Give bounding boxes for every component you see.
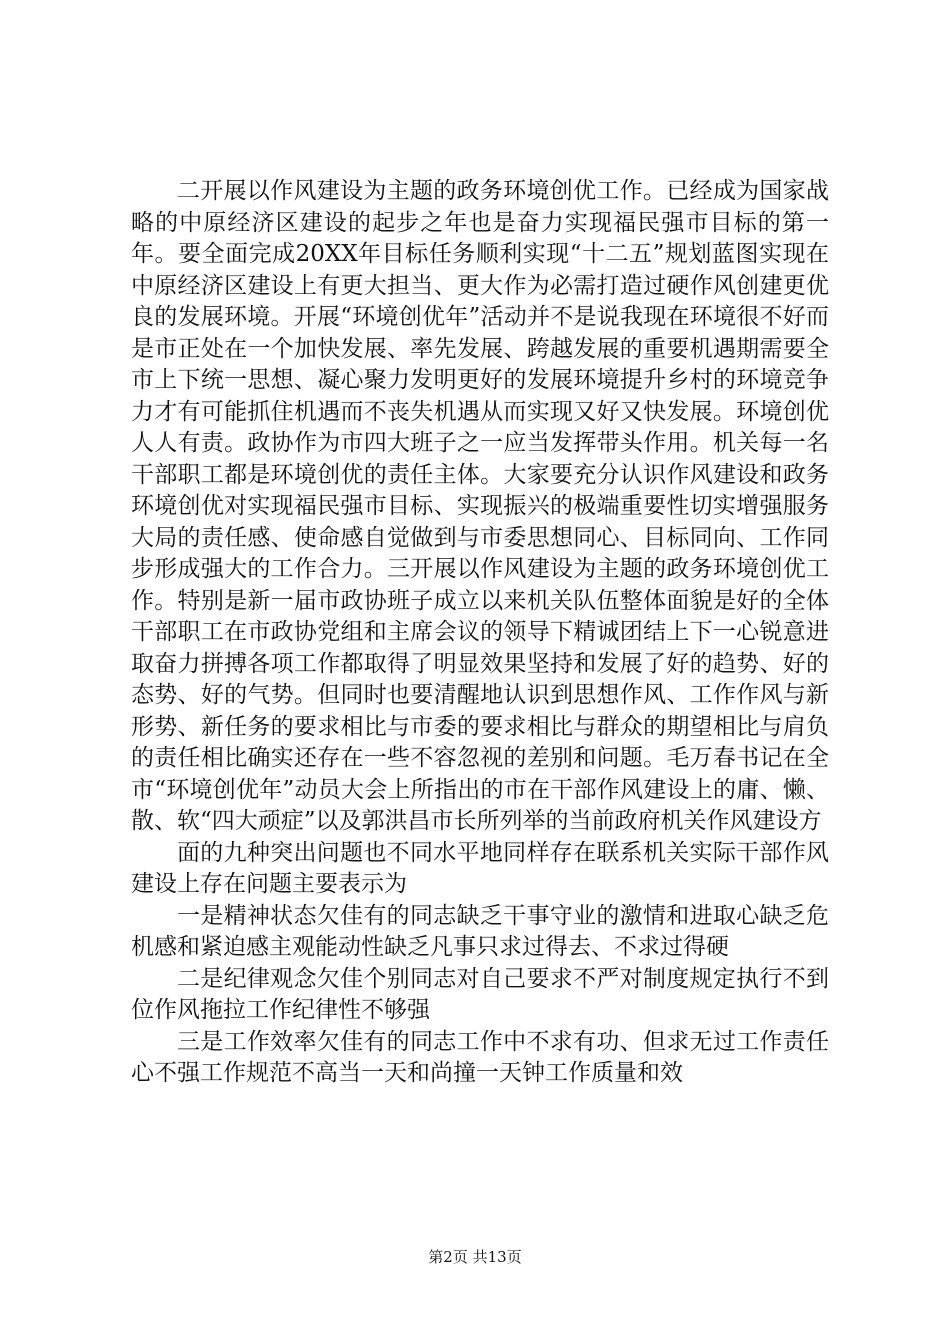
paragraph-3: 一是精神状态欠佳有的同志缺乏干事守业的激情和进取心缺乏危机感和紧迫感主观能动性缺乏凡事只求过得去、不求过得硬: [131, 902, 829, 960]
page-number-footer: 第2页 共13页: [428, 1248, 522, 1266]
paragraph-2: 面的九种突出问题也不同水平地同样存在联系机关实际干部作风建设上存在问题主要表示为: [131, 839, 829, 897]
paragraph-4: 二是纪律观念欠佳个别同志对自己要求不严对制度规定执行不到位作风拖拉工作纪律性不够强: [131, 965, 829, 1023]
paragraph-5: 三是工作效率欠佳有的同志工作中不求有功、但求无过工作责任心不强工作规范不高当一天和尚撞一天钟工作质量和效: [131, 1028, 829, 1086]
paragraph-1: 二开展以作风建设为主题的政务环境创优工作。已经成为国家战略的中原经济区建设的起步之年也是奋力实现福民强市目标的第一年。要全面完成20XX年目标任务顺利实现“十二五”规划蓝图实现在中原经济区建设上有更大担当、更大作为必需打造过硬作风创建更优良的发展环境。开展“环境创优年”活动并不是说我现在环境很不好而是市正处在一个加快发展、率先发展、跨越发展的重要机遇期需要全市上下统一思想、凝心聚力发明更好的发展环境提升乡村的环境竞争力才有可能抓住机遇而不丧失机遇从而实现又好又快发展。环境创优人人有责。政协作为市四大班子之一应当发挥带头作用。机关每一名干部职工都是环境创优的责任主体。大家要充分认识作风建设和政务环境创优对实现福民强市目标、实现振兴的极端重要性切实增强服务大局的责任感、使命感自觉做到与市委思想同心、目标同向、工作同步形成强大的工作合力。三开展以作风建设为主题的政务环境创优工作。特别是新一届市政协班子成立以来机关队伍整体面貌是好的全体干部职工在市政协党组和主席会议的领导下精诚团结上下一心锐意进取奋力拼搏各项工作都取得了明显效果坚持和发展了好的趋势、好的态势、好的气势。但同时也要清醒地认识到思想作风、工作作风与新形势、新任务的要求相比与市委的要求相比与群众的期望相比与肩负的责任相比确实还存在一些不容忽视的差别和问题。毛万春书记在全市“环境创优年”动员大会上所指出的市在干部作风建设上的庸、懒、散、软“四大顽症”以及郭洪昌市长所列举的当前政府机关作风建设方: [131, 178, 829, 834]
document-body: [131, 176, 829, 1090]
